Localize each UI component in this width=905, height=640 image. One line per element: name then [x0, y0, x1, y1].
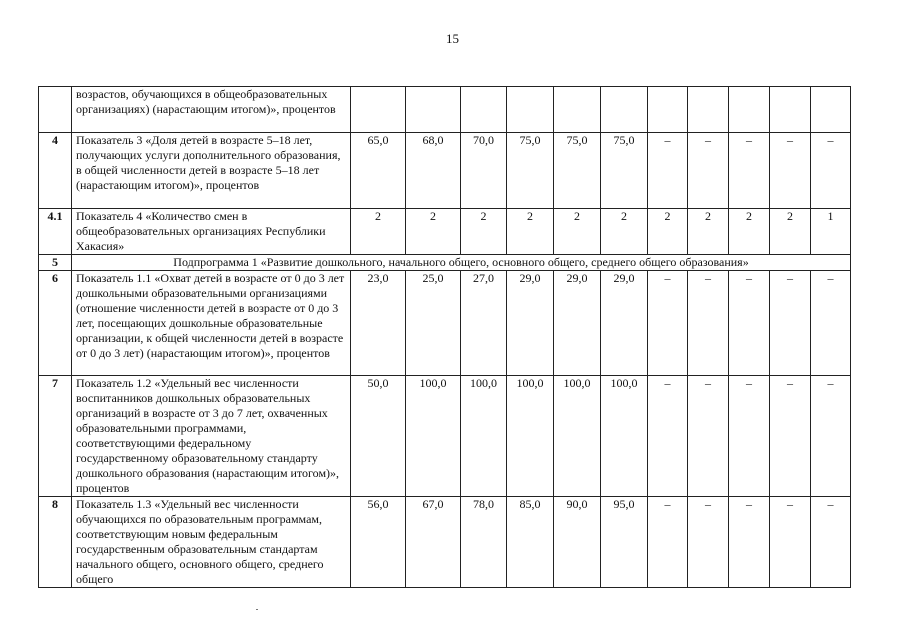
value-cell: 2: [729, 209, 770, 255]
value-cell: 27,0: [461, 271, 507, 376]
row-number: 5: [39, 255, 72, 271]
value-cell: –: [729, 376, 770, 497]
value-cell: 2: [554, 209, 601, 255]
value-cell: –: [729, 133, 770, 209]
row-number: 6: [39, 271, 72, 376]
row-number: 4: [39, 133, 72, 209]
table-row: [39, 87, 851, 133]
indicator-description: Показатель 1.2 «Удельный вес численности воспитанников дошкольных образовательных организаций в возрасте от 3 до 7 лет, охваченных образовательными программами, соответствующими федеральному государственному образовательному стандарту дошкольного образования (нарастающим итогом)», процентов: [72, 376, 351, 497]
value-cell: [729, 87, 770, 133]
value-cell: 90,0: [554, 497, 601, 588]
value-cell: –: [729, 271, 770, 376]
indicator-description: возрастов, обучающихся в общеобразовательных организациях) (нарастающим итогом)», процентов: [72, 87, 351, 133]
value-cell: 75,0: [507, 133, 554, 209]
row-number: 7: [39, 376, 72, 497]
page-number: 15: [446, 31, 459, 46]
value-cell: [648, 87, 688, 133]
value-cell: 65,0: [351, 133, 406, 209]
table-row: [39, 271, 851, 376]
table-row: [39, 497, 851, 588]
value-cell: 68,0: [406, 133, 461, 209]
value-cell: [688, 87, 729, 133]
value-cell: 25,0: [406, 271, 461, 376]
value-cell: –: [770, 376, 811, 497]
value-cell: [507, 87, 554, 133]
value-cell: 50,0: [351, 376, 406, 497]
value-cell: 100,0: [406, 376, 461, 497]
table-row: [39, 255, 851, 271]
value-cell: –: [729, 497, 770, 588]
indicators-table: [38, 86, 851, 588]
value-cell: –: [688, 271, 729, 376]
value-cell: 78,0: [461, 497, 507, 588]
indicator-description: Показатель 1.1 «Охват детей в возрасте от 0 до 3 лет дошкольными образовательными организациями (отношение численности детей в возрасте от 0 до 3 лет, посещающих дошкольные образовательные организации, к общей численности детей в возрасте от 0 до 3 лет) (нарастающим итогом)», процентов: [72, 271, 351, 376]
indicator-description: Показатель 4 «Количество смен в общеобразовательных организациях Республики Хакасия»: [72, 209, 351, 255]
value-cell: –: [770, 497, 811, 588]
value-cell: 2: [601, 209, 648, 255]
row-number: 8: [39, 497, 72, 588]
value-cell: –: [648, 271, 688, 376]
value-cell: [554, 87, 601, 133]
table-row: [39, 209, 851, 255]
value-cell: 1: [811, 209, 851, 255]
scan-mark: [256, 609, 258, 610]
value-cell: [601, 87, 648, 133]
value-cell: 2: [648, 209, 688, 255]
row-number: [39, 87, 72, 133]
value-cell: –: [648, 133, 688, 209]
value-cell: 95,0: [601, 497, 648, 588]
value-cell: –: [648, 376, 688, 497]
value-cell: 100,0: [507, 376, 554, 497]
value-cell: 70,0: [461, 133, 507, 209]
value-cell: 29,0: [554, 271, 601, 376]
value-cell: 2: [461, 209, 507, 255]
value-cell: –: [770, 133, 811, 209]
value-cell: 100,0: [554, 376, 601, 497]
indicator-description: Показатель 3 «Доля детей в возрасте 5–18 лет, получающих услуги дополнительного образования, в общей численности детей в возрасте 5–18 лет (нарастающим итогом)», процентов: [72, 133, 351, 209]
value-cell: 75,0: [554, 133, 601, 209]
indicator-description: Показатель 1.3 «Удельный вес численности обучающихся по образовательным программам, соответствующим новым федеральным государственным образовательным стандартам начального общего, основного общего, среднего общего: [72, 497, 351, 588]
value-cell: [351, 87, 406, 133]
value-cell: –: [811, 497, 851, 588]
value-cell: 85,0: [507, 497, 554, 588]
value-cell: –: [811, 376, 851, 497]
table-row: [39, 376, 851, 497]
value-cell: –: [648, 497, 688, 588]
value-cell: 2: [688, 209, 729, 255]
value-cell: 2: [507, 209, 554, 255]
value-cell: [406, 87, 461, 133]
value-cell: –: [811, 133, 851, 209]
value-cell: 2: [406, 209, 461, 255]
value-cell: 23,0: [351, 271, 406, 376]
value-cell: 29,0: [601, 271, 648, 376]
value-cell: 2: [351, 209, 406, 255]
value-cell: 56,0: [351, 497, 406, 588]
value-cell: –: [688, 497, 729, 588]
value-cell: –: [688, 376, 729, 497]
value-cell: –: [770, 271, 811, 376]
value-cell: [811, 87, 851, 133]
row-number: 4.1: [39, 209, 72, 255]
value-cell: 29,0: [507, 271, 554, 376]
subprogram-title: Подпрограмма 1 «Развитие дошкольного, начального общего, основного общего, среднего общего образования»: [72, 255, 851, 271]
table-row: [39, 133, 851, 209]
value-cell: [461, 87, 507, 133]
value-cell: [770, 87, 811, 133]
value-cell: –: [688, 133, 729, 209]
value-cell: –: [811, 271, 851, 376]
value-cell: 100,0: [461, 376, 507, 497]
value-cell: 67,0: [406, 497, 461, 588]
value-cell: 2: [770, 209, 811, 255]
value-cell: 100,0: [601, 376, 648, 497]
value-cell: 75,0: [601, 133, 648, 209]
